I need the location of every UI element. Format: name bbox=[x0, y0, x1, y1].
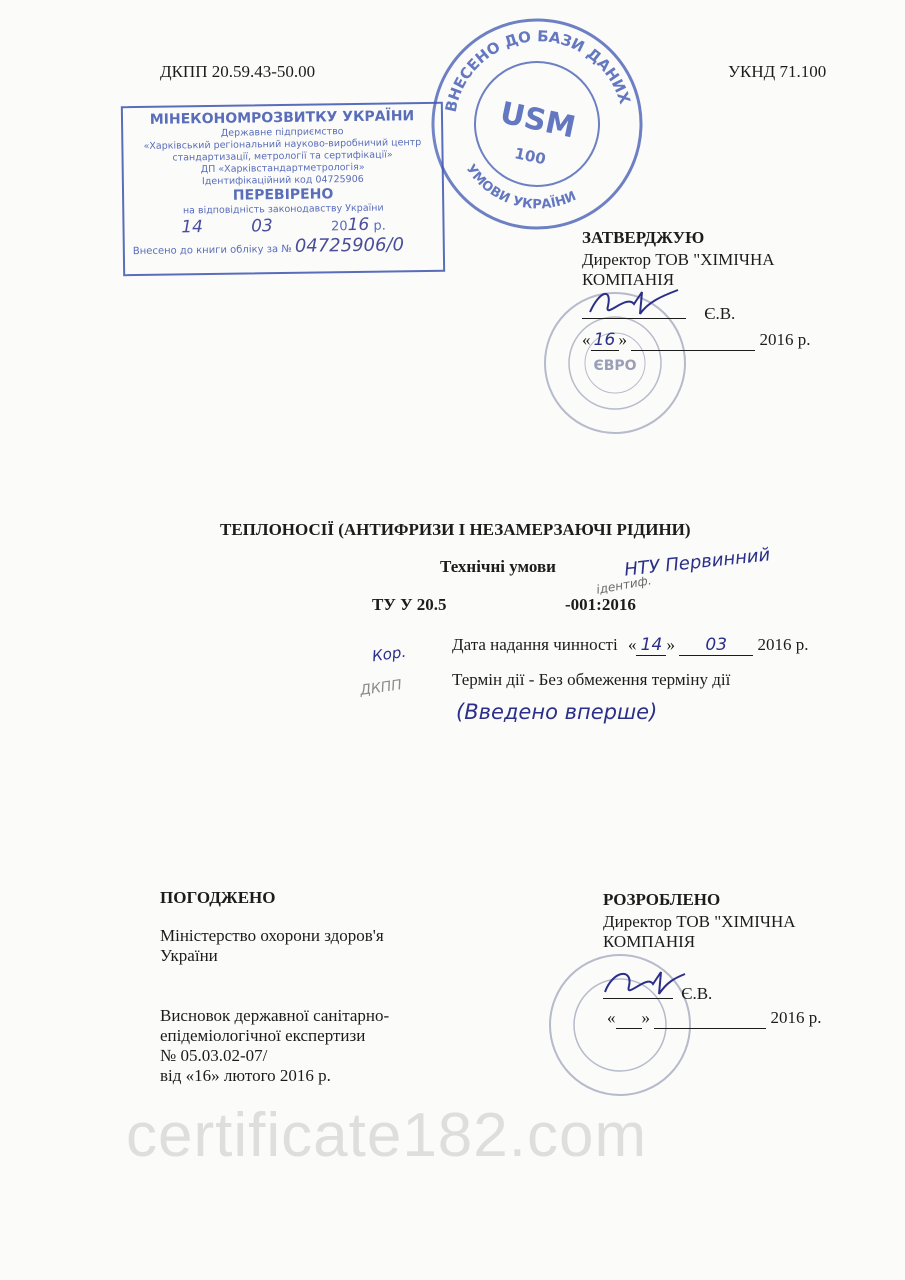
svg-text:УМОВИ УКРАЇНИ bbox=[457, 160, 582, 223]
validity-open: « bbox=[627, 635, 637, 654]
round-stamp-number: 100 bbox=[512, 144, 548, 169]
watermark: certificate182.com bbox=[126, 1101, 648, 1170]
validity-start-row bbox=[452, 635, 808, 656]
agreed-block bbox=[160, 888, 389, 1086]
approve-block bbox=[582, 228, 811, 351]
agreed-org2: України bbox=[160, 946, 218, 965]
uknd-code: УКНД 71.100 bbox=[728, 62, 827, 81]
title-hand-note: НТУ Первинний bbox=[623, 544, 772, 581]
validity-close: » bbox=[666, 635, 675, 654]
ministry-stamp-register-number: 04725906/0 bbox=[294, 234, 405, 257]
approve-initials: Є.В. bbox=[704, 304, 736, 323]
margin-note-kor: Кор. bbox=[370, 642, 408, 666]
approve-date-open: « bbox=[582, 330, 591, 349]
approve-heading: ЗАТВЕРДЖУЮ bbox=[582, 228, 705, 247]
tu-code-left: ТУ У 20.5 bbox=[372, 595, 447, 614]
ministry-stamp-year-prefix: 20 bbox=[330, 219, 348, 235]
registry-round-stamp bbox=[425, 12, 650, 237]
developed-line2: КОМПАНІЯ bbox=[603, 932, 696, 951]
title-hand-note2: ідентиф. bbox=[595, 573, 653, 597]
developed-date-open: « bbox=[607, 1008, 616, 1027]
ministry-stamp-compliance: на відповідність законодавству України bbox=[182, 202, 384, 217]
approve-date-close: » bbox=[618, 330, 627, 349]
developed-date-close: » bbox=[641, 1008, 650, 1027]
company-stamp-text: ЄВРО bbox=[593, 358, 637, 374]
approve-date-year: 2016 р. bbox=[759, 330, 811, 349]
document-subtitle: Технічні умови bbox=[440, 557, 556, 576]
ministry-stamp-register-row bbox=[125, 236, 443, 261]
developed-signature bbox=[599, 962, 689, 1006]
round-stamp-bottom-text: УМОВИ УКРАЇНИ bbox=[462, 161, 579, 213]
agreed-org1: Міністерство охорони здоров'я bbox=[160, 926, 384, 945]
developed-initials: Є.В. bbox=[681, 984, 713, 1003]
ministry-stamp-line: «Харківський регіональний науково-виробничий центр bbox=[143, 137, 422, 152]
approve-date-day: 16 bbox=[591, 330, 619, 351]
developed-date-row bbox=[607, 1008, 822, 1029]
approve-line2: КОМПАНІЯ bbox=[582, 270, 675, 289]
developed-heading: РОЗРОБЛЕНО bbox=[603, 890, 721, 909]
approve-line1: Директор ТОВ "ХІМІЧНА bbox=[582, 250, 775, 269]
dkpp-code: ДКПП 20.59.43-50.00 bbox=[160, 62, 316, 81]
approve-date-row bbox=[582, 330, 811, 351]
ministry-stamp-register-label: Внесено до книги обліку за № bbox=[132, 243, 292, 258]
ministry-stamp-line: ДП «Харківстандартметрологія» bbox=[200, 161, 365, 176]
validity-start-label: Дата надання чинності bbox=[452, 635, 618, 654]
ministry-stamp-month: 03 bbox=[251, 216, 273, 237]
developed-block bbox=[603, 890, 822, 1029]
margin-note-dkpp: ДКПП bbox=[359, 677, 403, 699]
developed-date-year: 2016 р. bbox=[770, 1008, 822, 1027]
agreed-number: № 05.03.02-07/ bbox=[160, 1046, 268, 1065]
round-stamp-top-text: ВНЕСЕНО ДО БАЗИ ДАНИХ bbox=[441, 27, 634, 114]
ministry-stamp-day: 14 bbox=[181, 217, 204, 238]
document-title: ТЕПЛОНОСІЇ (АНТИФРИЗИ І НЕЗАМЕРЗАЮЧІ РІДИНИ) bbox=[220, 520, 691, 539]
validity-year: 2016 р. bbox=[757, 635, 809, 654]
tu-code-right: -001:2016 bbox=[565, 595, 636, 614]
ministry-stamp bbox=[121, 102, 445, 276]
validity-day: 14 bbox=[636, 635, 666, 656]
approve-date-month-line bbox=[631, 330, 755, 351]
developed-date-month-line bbox=[654, 1008, 766, 1029]
ministry-stamp-title: МІНЕКОНОМРОЗВИТКУ УКРАЇНИ bbox=[149, 108, 415, 128]
ministry-stamp-line: Ідентифікаційний код 04725906 bbox=[201, 173, 364, 188]
approve-signature-row bbox=[582, 302, 811, 324]
validity-month: 03 bbox=[679, 635, 753, 656]
ministry-stamp-line: стандартизації, метрології та сертифікації» bbox=[172, 149, 393, 164]
ministry-stamp-year-hand: 16 bbox=[347, 214, 370, 236]
ministry-stamp-date-row bbox=[124, 214, 442, 240]
ministry-stamp-checked: ПЕРЕВІРЕНО bbox=[232, 186, 334, 204]
validity-intro-hand: (Введено вперше) bbox=[456, 700, 658, 724]
developed-signature-row bbox=[603, 982, 822, 1004]
ministry-stamp-year-suffix: р. bbox=[373, 218, 386, 234]
agreed-date: від «16» лютого 2016 р. bbox=[160, 1066, 331, 1085]
agreed-heading: ПОГОДЖЕНО bbox=[160, 888, 276, 907]
approve-signature bbox=[582, 284, 692, 324]
round-stamp-logo: USM bbox=[497, 95, 579, 146]
agreed-conclusion1: Висновок державної санітарно- bbox=[160, 1006, 390, 1025]
validity-term: Термін дії - Без обмеження терміну дії bbox=[452, 670, 731, 689]
ministry-stamp-line: Державне підприємство bbox=[220, 126, 344, 139]
developed-line1: Директор ТОВ "ХІМІЧНА bbox=[603, 912, 796, 931]
agreed-conclusion2: епідеміологічної експертизи bbox=[160, 1026, 366, 1045]
